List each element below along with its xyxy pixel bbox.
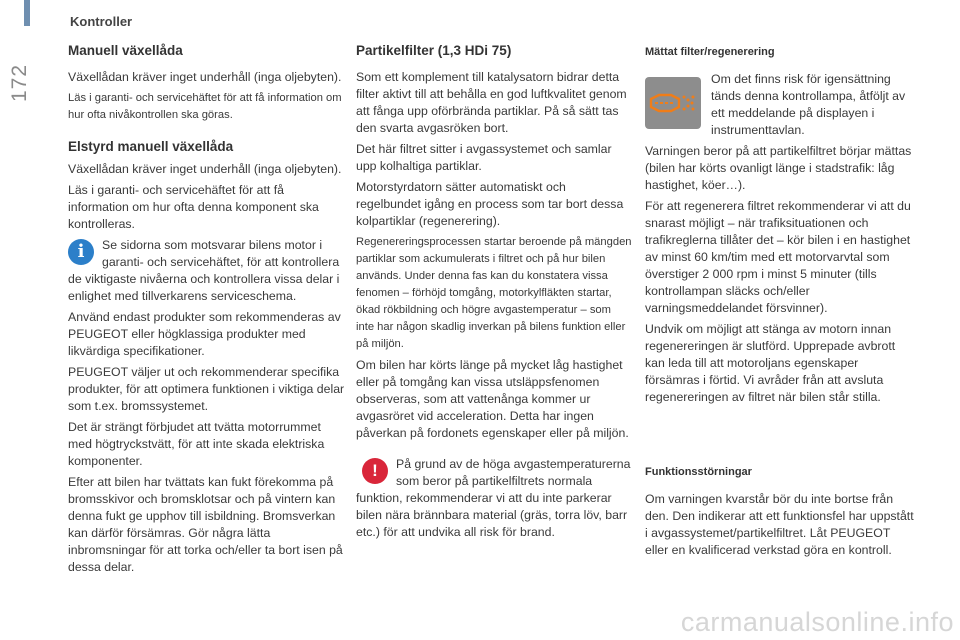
paragraph: Läs i garanti- och servicehäftet för att få information om hur ofta denna komponent ska kontrolleras. xyxy=(68,183,319,231)
info-icon: i xyxy=(68,239,94,265)
paragraph: Som ett komplement till katalysatorn bidrar detta filter aktivt till att behålla en god luftkvalitet genom att fånga upp oförbrända partiklar. På så sätt tas den svarta avgasröken bort. xyxy=(356,70,627,135)
section-title: Kontroller xyxy=(70,14,133,29)
warning-note xyxy=(356,456,632,541)
filter-lamp-svg xyxy=(645,77,701,129)
paragraph: Om bilen har körts länge på mycket låg hastighet eller på tomgång kan vissa utsläppsfenomen observeras, som att vattenånga kommer ur avgasröret vid acceleration. Detta har ingen påverkan på fordonets egenskaper eller på miljön. xyxy=(356,358,629,440)
particle-filter-warning-icon xyxy=(645,77,701,129)
info-note xyxy=(68,237,346,305)
paragraph: Använd endast produkter som rekommenderas av PEUGEOT eller högklassiga produkter med likvärdiga specifikationer. xyxy=(68,310,341,358)
paragraph: Växellådan kräver inget underhåll (inga oljebyten). xyxy=(68,162,342,176)
paragraph: Det är strängt förbjudet att tvätta motorrummet med högtryckstvätt, för att inte skada elektriska komponenter. xyxy=(68,420,325,468)
column-manual-gearbox xyxy=(68,40,346,580)
page-number: 172 xyxy=(8,63,31,102)
paragraph: PEUGEOT väljer ut och rekommenderar specifika produkter, för att optimera funktionen i viktiga delar som t.ex. bromssystemet. xyxy=(68,365,345,413)
paragraph: Det här filtret sitter i avgassystemet och samlar upp kolhaltiga partiklar. xyxy=(356,142,612,173)
info-note-text: Se sidorna som motsvarar bilens motor i garanti- och servicehäftet, för att kontrollera de viktigaste nivåerna och kontrollera vissa delar i enlighet med tillverkarens serviceschema. xyxy=(68,238,340,303)
heading-particle-filter: Partikelfilter (1,3 HDi 75) xyxy=(356,43,512,58)
watermark: carmanualsonline.info xyxy=(680,607,954,637)
heading-manual-gearbox: Manuell växellåda xyxy=(68,43,183,58)
column-saturated-filter xyxy=(645,40,915,563)
paragraph: Motorstyrdatorn sätter automatiskt och regelbundet igång en process som tar bort dessa kolpartiklar (regenerering). xyxy=(356,180,624,228)
paragraph-small: Läs i garanti- och servicehäftet för att få information om hur ofta nivåkontrollen ska göras. xyxy=(68,92,342,121)
paragraph: Undvik om möjligt att stänga av motorn innan regenereringen är slutförd. Upprepade avbrott kan leda till att motoroljans egenskaper försämras i förtid. Vi avråder från att avsluta regenereringen av filtret när bilen står stilla. xyxy=(645,322,896,404)
paragraph: Varningen beror på att partikelfiltret börjar mättas (bilen har körts ovanligt länge i stadstrafik: låg hastighet, köer…). xyxy=(645,144,912,192)
paragraph: Växellådan kräver inget underhåll (inga oljebyten). xyxy=(68,70,342,84)
warning-note-text: På grund av de höga avgastemperaturerna som beror på partikelfiltrets normala funktion, rekommenderar vi att du inte parkerar bilen nära brännbara material (gräs, torra löv, barr etc.) för att undvika all risk för brand. xyxy=(356,457,631,539)
filter-lamp-note xyxy=(645,71,915,139)
warning-icon: ! xyxy=(362,458,388,484)
heading-electric-gearbox: Elstyrd manuell växellåda xyxy=(68,139,234,154)
paragraph: Om varningen kvarstår bör du inte bortse från den. Den indikerar att ett funktionsfel har uppstått i avgassystemet/partikelfiltret. Låt PEUGEOT eller en kvalificerad verkstad göra en kontroll. xyxy=(645,492,914,557)
heading-malfunctions: Funktionsstörningar xyxy=(645,466,752,478)
filter-lamp-text: Om det finns risk för igensättning tänds denna kontrollampa, åtföljt av ett meddelande på displayen i instrumenttavlan. xyxy=(711,72,906,137)
paragraph: För att regenerera filtret rekommenderar vi att du snarast möjligt – när trafiksituationen och trafikreglerna tillåter det – kör bilen i en hastighet av minst 60 km/tim med ett motorvarvtal som överstiger 2 000 rpm i minst 5 minuter (tills kontrollampan släcks och/eller varningsmeddelandet försvinner). xyxy=(645,199,911,315)
heading-saturated-filter: Mättat filter/regenerering xyxy=(645,46,775,58)
paragraph-small: Regenereringsprocessen startar beroende på mängden partiklar som ackumulerats i filtret och på hur bilen används. Under denna fas kan du konstatera vissa fenomen – förhöjd tomgång, motorkylfläkten startar, ökad rökbildning och högre avgastemperatur – som inte har någon skadlig inverkan på bilens funktion eller på miljön. xyxy=(356,236,632,350)
column-particle-filter xyxy=(356,40,632,545)
section-accent-bar xyxy=(24,0,30,26)
paragraph: Efter att bilen har tvättats kan fukt förekomma på bromsskivor och bromsklotsar och på vintern kan denna fukt ge upphov till isbildning. Bromsverkan kan därför försämras. Gör några lätta inbromsningar för att torka och/eller ta bort isen på dessa delar. xyxy=(68,475,343,574)
